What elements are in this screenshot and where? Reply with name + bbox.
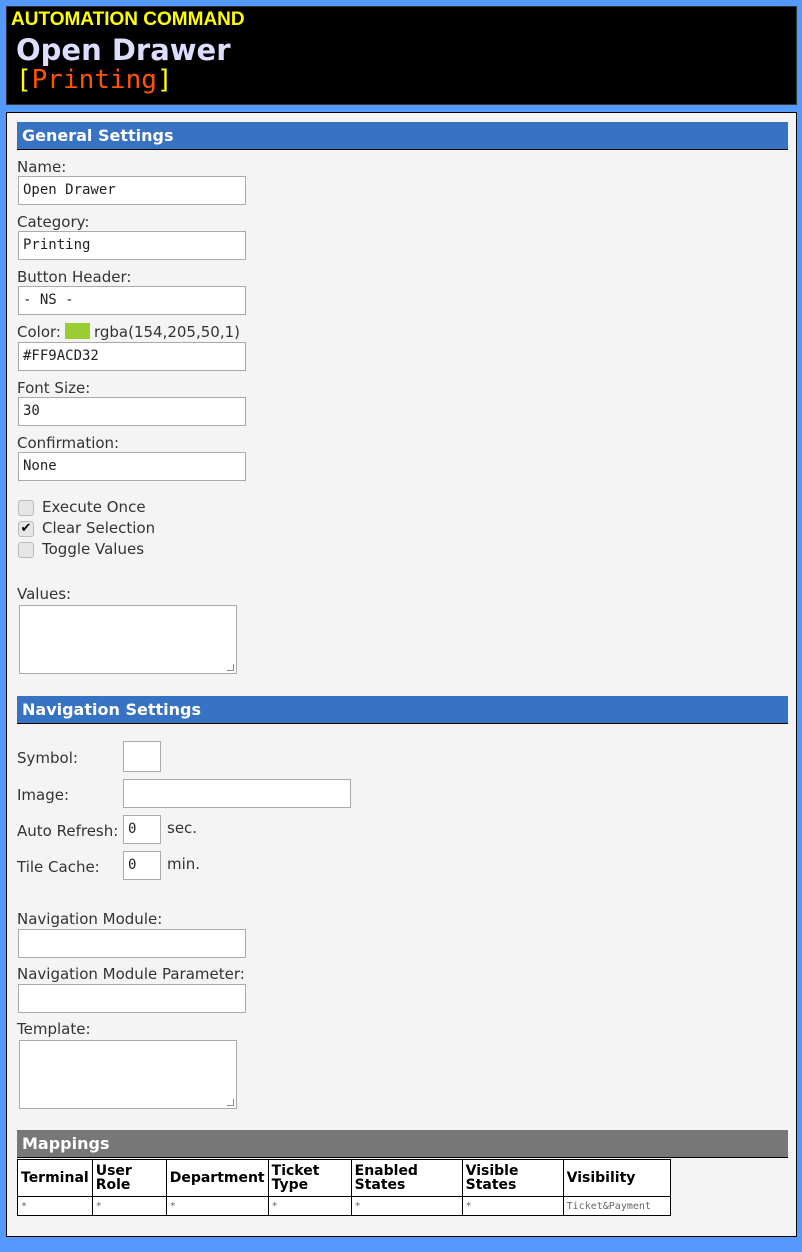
name-label: Name: [17,158,67,176]
color-swatch [65,323,90,339]
symbol-input[interactable] [123,741,161,772]
execute-once-checkbox[interactable] [18,500,34,516]
navigation-module-label: Navigation Module: [17,910,163,928]
symbol-label: Symbol: [17,749,78,767]
cell-user-role: * [92,1197,166,1216]
cell-enabled-states: * [351,1197,462,1216]
template-textarea[interactable] [19,1040,237,1109]
values-textarea[interactable] [19,605,237,674]
font-size-label: Font Size: [17,379,91,397]
category-input[interactable]: Printing [18,231,246,260]
col-enabled-states: Enabled States [351,1160,462,1197]
cell-visibility: Ticket&Payment [563,1197,670,1216]
color-input[interactable]: #FF9ACD32 [18,342,246,371]
cell-terminal: * [18,1197,93,1216]
col-department: Department [166,1160,268,1197]
col-ticket-type: Ticket Type [268,1160,351,1197]
category-text: Printing [31,65,157,95]
table-header-row [18,1160,671,1197]
auto-refresh-label: Auto Refresh: [17,822,119,840]
tile-cache-unit: min. [167,855,201,873]
navigation-settings-header: Navigation Settings [17,696,788,724]
color-label-row [17,323,240,341]
header-kind: AUTOMATION COMMAND [11,9,245,30]
image-label: Image: [17,786,70,804]
tile-cache-input[interactable]: 0 [123,851,161,880]
cell-visible-states: * [462,1197,563,1216]
header-title: Open Drawer [16,33,231,67]
confirmation-label: Confirmation: [17,434,120,452]
color-label: Color: [17,323,61,341]
navigation-module-parameter-label: Navigation Module Parameter: [17,965,245,983]
clear-selection-checkbox[interactable] [18,521,34,537]
col-visibility: Visibility [563,1160,670,1197]
navigation-module-input[interactable] [18,929,246,958]
name-input[interactable]: Open Drawer [18,176,246,205]
col-user-role: User Role [92,1160,166,1197]
confirmation-input[interactable]: None [18,452,246,481]
toggle-values-checkbox[interactable] [18,542,34,558]
button-header-input[interactable]: - NS - [18,286,246,315]
values-label: Values: [17,585,72,603]
toggle-values-label: Toggle Values [42,540,145,558]
navigation-module-parameter-input[interactable] [18,984,246,1013]
bracket-close: ] [156,65,173,95]
button-header-label: Button Header: [17,268,132,286]
command-header [6,6,797,105]
auto-refresh-input[interactable]: 0 [123,815,161,844]
template-label: Template: [17,1020,91,1038]
tile-cache-label: Tile Cache: [17,858,100,876]
table-row[interactable] [18,1197,671,1216]
settings-panel [6,112,797,1237]
checkmark-icon: ✔ [20,521,32,536]
cell-department: * [166,1197,268,1216]
col-visible-states: Visible States [462,1160,563,1197]
clear-selection-label: Clear Selection [42,519,156,537]
font-size-input[interactable]: 30 [18,397,246,426]
execute-once-label: Execute Once [42,498,146,516]
bracket-open: [ [16,65,32,95]
general-settings-header: General Settings [17,122,788,150]
mappings-table [17,1159,671,1216]
color-rgba: rgba(154,205,50,1) [93,323,240,341]
col-terminal: Terminal [18,1160,93,1197]
image-input[interactable] [123,779,351,808]
cell-ticket-type: * [268,1197,351,1216]
auto-refresh-unit: sec. [167,819,198,837]
mappings-header: Mappings [17,1130,788,1158]
category-label: Category: [17,213,90,231]
header-category [16,65,173,95]
